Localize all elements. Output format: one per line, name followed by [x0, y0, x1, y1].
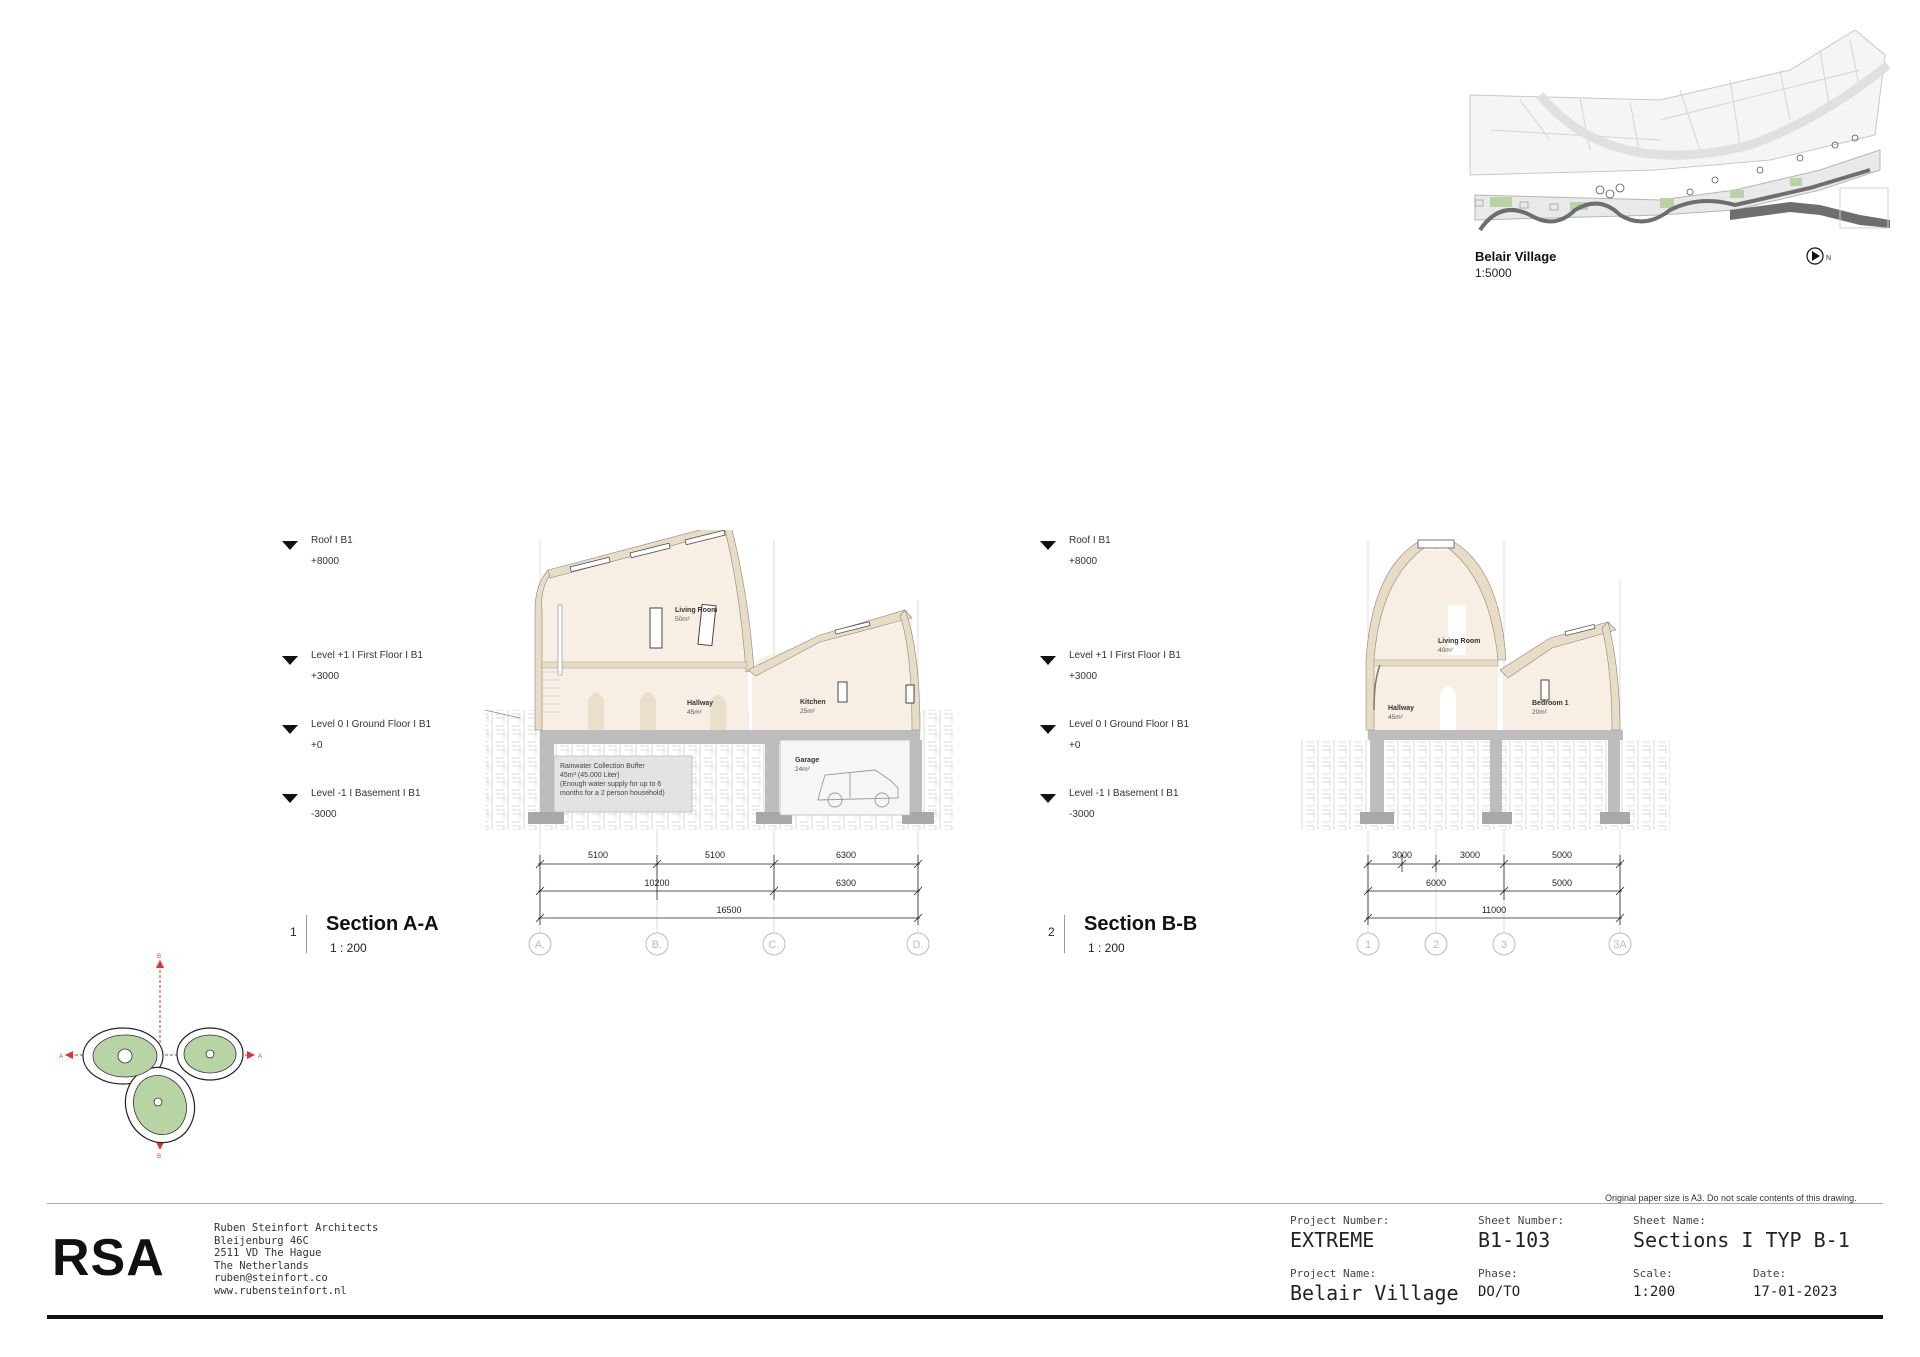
- section-a-scale: 1 : 200: [330, 941, 367, 955]
- date-label: Date:: [1753, 1267, 1787, 1280]
- room-area-hallway: 45m²: [1388, 714, 1403, 721]
- sheet-number-label: Sheet Number:: [1478, 1214, 1565, 1227]
- buffer-note-line: Rainwater Collection Buffer: [560, 763, 645, 770]
- room-label-bedroom: Bedroom 1: [1532, 700, 1569, 707]
- cut-mark: B: [157, 1154, 162, 1160]
- grid-label: 3: [1500, 939, 1508, 951]
- level-marker-icon: [282, 725, 298, 734]
- section-b-title: Section B-B: [1084, 913, 1198, 935]
- level-value: +0: [311, 740, 323, 751]
- dimension: 16500: [716, 905, 742, 915]
- office-address: [214, 1222, 378, 1297]
- dimension: 6300: [835, 850, 857, 860]
- dimension: 5100: [587, 850, 609, 860]
- project-number: EXTREME: [1290, 1228, 1375, 1252]
- dimension: 6000: [1425, 878, 1447, 888]
- cut-mark: A: [258, 1054, 263, 1060]
- section-a-title: Section A-A: [326, 913, 439, 935]
- phase: DO/TO: [1478, 1284, 1521, 1300]
- level-value: +3000: [311, 671, 340, 682]
- level-value: +8000: [1069, 556, 1098, 567]
- level-marker-icon: [282, 541, 298, 550]
- grid-label: D.: [912, 939, 924, 951]
- room-label-hallway: Hallway: [1388, 705, 1415, 712]
- grid-label: A.: [534, 939, 546, 951]
- section-number: 2: [1048, 925, 1055, 939]
- room-label-living: Living Room: [1438, 638, 1481, 645]
- grid-label: C.: [768, 939, 780, 951]
- level-value: -3000: [1069, 809, 1095, 820]
- dimension: 3000: [1459, 850, 1481, 860]
- dimension: 6300: [835, 878, 857, 888]
- dimension: 11000: [1481, 905, 1507, 915]
- room-area-living: 40m²: [1438, 647, 1453, 654]
- sheet-name: Sections I TYP B-1: [1633, 1228, 1850, 1252]
- level-name: Level +1 I First Floor I B1: [311, 650, 423, 661]
- section-number: 1: [290, 925, 297, 939]
- cut-mark: A: [59, 1054, 64, 1060]
- address-line: The Netherlands: [214, 1259, 309, 1272]
- level-name: Level 0 I Ground Floor I B1: [311, 719, 432, 730]
- room-area-garage: 24m²: [795, 766, 810, 773]
- address-line: ruben@steinfort.co: [214, 1272, 328, 1284]
- scale-label: Scale:: [1633, 1267, 1673, 1280]
- level-marker-icon: [1040, 656, 1056, 665]
- level-value: -3000: [311, 809, 337, 820]
- buffer-note-line: (Enough water supply for up to 6: [560, 781, 662, 788]
- dimension: 5000: [1551, 878, 1573, 888]
- section-a-drawing: [480, 530, 960, 960]
- level-value: +8000: [311, 556, 340, 567]
- title-block-top-rule: [47, 1203, 1883, 1204]
- room-area-hallway: 45m²: [687, 709, 702, 716]
- address-line: www.rubensteinfort.nl: [214, 1284, 347, 1297]
- site-plan-title: Belair Village: [1475, 249, 1557, 264]
- grid-label: B.: [651, 939, 663, 951]
- address-line: 2511 VD The Hague: [214, 1247, 322, 1259]
- room-area-bedroom: 20m²: [1532, 709, 1547, 716]
- room-label-living: Living Room: [675, 607, 718, 614]
- level-marker-icon: [1040, 725, 1056, 734]
- dimension: 5000: [1551, 850, 1573, 860]
- room-label-kitchen: Kitchen: [800, 699, 826, 706]
- cut-mark: B: [157, 954, 162, 960]
- level-name: Roof I B1: [1069, 535, 1111, 546]
- room-label-hallway: Hallway: [687, 700, 714, 707]
- section-b-scale: 1 : 200: [1088, 941, 1125, 955]
- key-plan: [55, 950, 270, 1160]
- site-plan-scale: 1:5000: [1475, 266, 1512, 280]
- sheet-number: B1-103: [1478, 1228, 1551, 1252]
- north-arrow-icon: [1807, 248, 1823, 264]
- level-name: Level 0 I Ground Floor I B1: [1069, 719, 1190, 730]
- north-label: N: [1826, 255, 1832, 262]
- project-number-label: Project Number:: [1290, 1214, 1390, 1227]
- level-marker-icon: [282, 656, 298, 665]
- address-line: Ruben Steinfort Architects: [214, 1222, 379, 1234]
- dimension: 3000: [1391, 850, 1413, 860]
- sheet-name-label: Sheet Name:: [1633, 1214, 1706, 1227]
- buffer-note-line: 45m³ (45.000 Liter): [560, 772, 620, 779]
- room-area-living: 50m²: [675, 616, 690, 623]
- grid-label: 3A: [1613, 939, 1627, 951]
- level-name: Level -1 I Basement I B1: [1069, 788, 1179, 799]
- level-name: Level +1 I First Floor I B1: [1069, 650, 1181, 661]
- site-plan: [1460, 30, 1890, 280]
- section-b-drawing: [1290, 530, 1690, 960]
- project-name-label: Project Name:: [1290, 1267, 1377, 1280]
- logo: RSA: [52, 1229, 165, 1287]
- level-marker-icon: [1040, 794, 1056, 803]
- level-value: +0: [1069, 740, 1081, 751]
- phase-label: Phase:: [1478, 1267, 1518, 1280]
- level-value: +3000: [1069, 671, 1098, 682]
- section-title-divider: [306, 915, 307, 953]
- buffer-note-line: months for a 2 person household): [560, 790, 665, 797]
- level-marker-icon: [282, 794, 298, 803]
- title-block-bottom-rule: [47, 1315, 1883, 1319]
- section-title-divider: [1064, 915, 1065, 953]
- room-label-garage: Garage: [795, 757, 820, 764]
- scale: 1:200: [1633, 1284, 1676, 1300]
- level-marker-icon: [1040, 541, 1056, 550]
- grid-label: 2: [1432, 939, 1440, 951]
- paper-size-note: Original paper size is A3. Do not scale contents of this drawing.: [1605, 1193, 1857, 1203]
- dimension: 5100: [704, 850, 726, 860]
- room-area-kitchen: 25m²: [800, 708, 815, 715]
- date: 17-01-2023: [1753, 1284, 1838, 1300]
- dimension: 10200: [644, 878, 670, 888]
- level-name: Level -1 I Basement I B1: [311, 788, 421, 799]
- project-name: Belair Village: [1290, 1281, 1459, 1305]
- address-line: Bleijenburg 46C: [214, 1234, 309, 1247]
- level-name: Roof I B1: [311, 535, 353, 546]
- grid-label: 1: [1364, 939, 1372, 951]
